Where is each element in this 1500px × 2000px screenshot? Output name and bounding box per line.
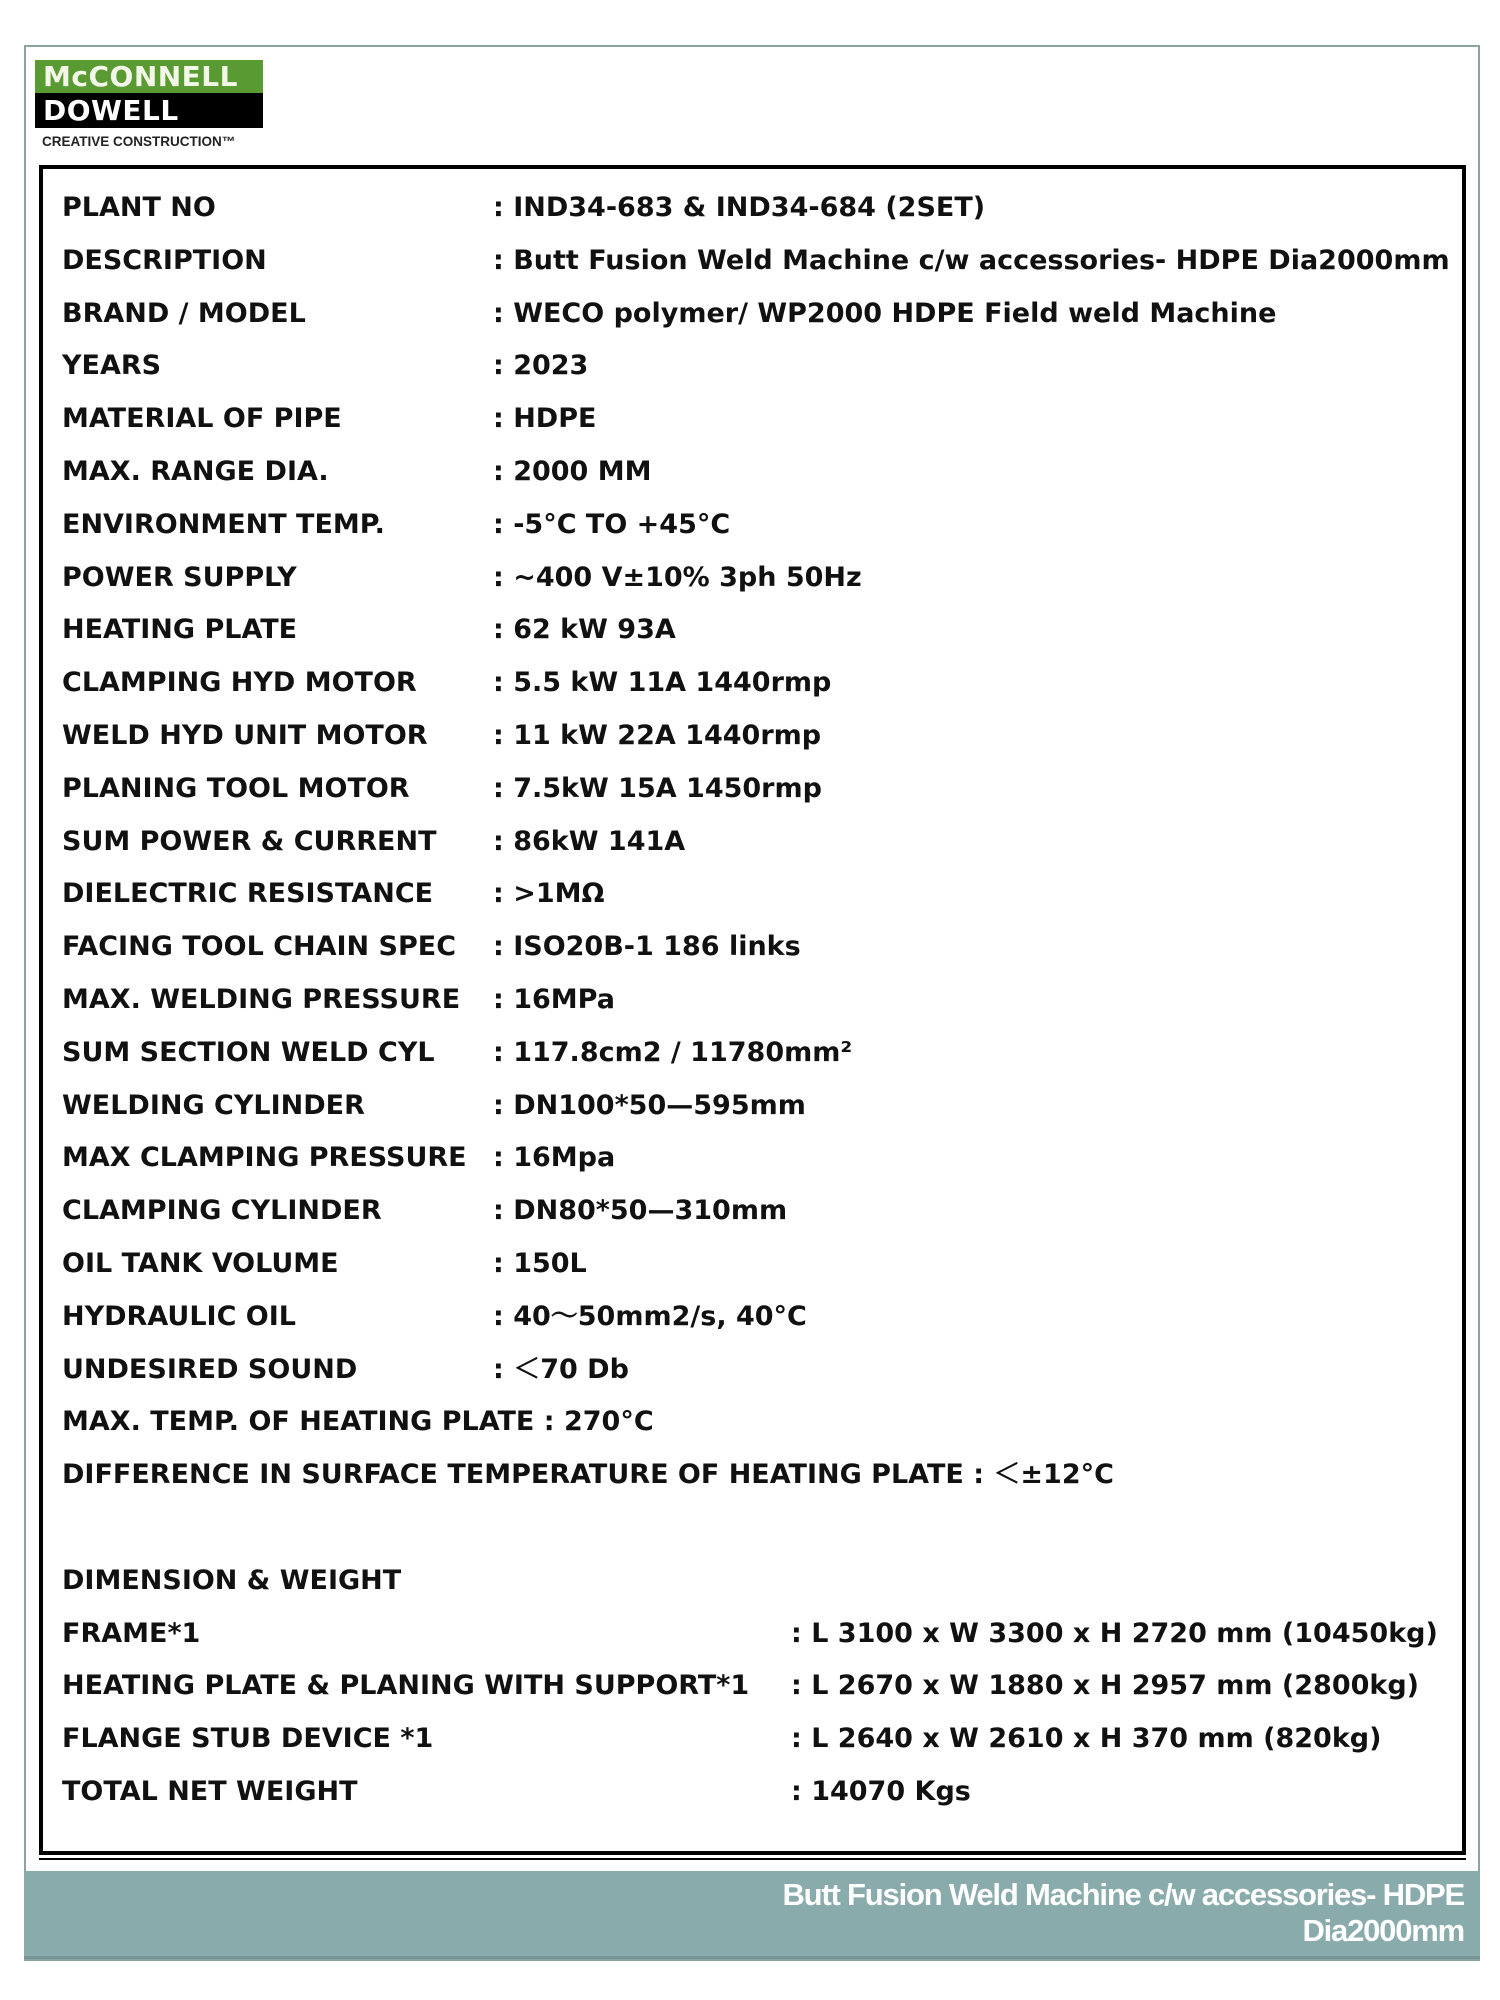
dimension-value: : L 3100 x W 3300 x H 2720 mm (10450kg) bbox=[791, 1617, 1438, 1649]
spec-value: : >1MΩ bbox=[493, 878, 605, 910]
spec-label: MAX CLAMPING PRESSURE bbox=[62, 1142, 467, 1174]
spec-value: : 11 kW 22A 1440rmp bbox=[493, 720, 822, 751]
logo-line-1: McCONNELL bbox=[35, 60, 263, 93]
spec-value: : 5.5 kW 11A 1440rmp bbox=[493, 667, 832, 699]
spec-value: : 62 kW 93A bbox=[493, 614, 676, 646]
footer-title-line-1: Butt Fusion Weld Machine c/w accessories- HDPE bbox=[782, 1877, 1464, 1912]
logo-line-2: DOWELL bbox=[35, 93, 263, 128]
spec-value: : IND34-683 & IND34-684 (2SET) bbox=[493, 192, 986, 223]
spec-label: PLANING TOOL MOTOR bbox=[62, 772, 410, 804]
spec-label: UNDESIRED SOUND bbox=[62, 1353, 358, 1385]
spec-value: : WECO polymer/ WP2000 HDPE Field weld Machine bbox=[493, 297, 1277, 329]
spec-label: OIL TANK VOLUME bbox=[62, 1248, 339, 1279]
spec-value: : DN100*50—595mm bbox=[493, 1089, 806, 1121]
dimension-value: : L 2640 x W 2610 x H 370 mm (820kg) bbox=[791, 1723, 1382, 1755]
spec-value: : ~400 V±10% 3ph 50Hz bbox=[493, 561, 862, 593]
spec-value: : 2000 MM bbox=[493, 456, 652, 487]
spec-label: POWER SUPPLY bbox=[62, 561, 297, 593]
section-heading: DIMENSION & WEIGHT bbox=[62, 1564, 402, 1596]
spec-label: CLAMPING CYLINDER bbox=[62, 1195, 382, 1227]
spec-label: BRAND / MODEL bbox=[62, 297, 306, 329]
dimension-label: TOTAL NET WEIGHT bbox=[62, 1776, 358, 1807]
dimension-value: : L 2670 x W 1880 x H 2957 mm (2800kg) bbox=[791, 1670, 1420, 1702]
dimension-label: HEATING PLATE & PLANING WITH SUPPORT*1 bbox=[62, 1670, 750, 1702]
spec-value: : 86kW 141A bbox=[493, 825, 686, 857]
spec-line: MAX. TEMP. OF HEATING PLATE : 270°C bbox=[62, 1406, 654, 1438]
spec-value: : DN80*50—310mm bbox=[493, 1195, 788, 1227]
spec-value: : 117.8cm2 / 11780mm² bbox=[493, 1036, 853, 1068]
spec-value: : HDPE bbox=[493, 403, 597, 435]
footer-banner bbox=[24, 1871, 1480, 1959]
spec-value: : 16MPa bbox=[493, 984, 615, 1015]
spec-label: SUM SECTION WELD CYL bbox=[62, 1036, 435, 1068]
spec-value: : Butt Fusion Weld Machine c/w accessories- HDPE Dia2000mm bbox=[493, 244, 1450, 276]
spec-label: ENVIRONMENT TEMP. bbox=[62, 508, 385, 540]
spec-label: HEATING PLATE bbox=[62, 614, 298, 646]
spec-value: : 2023 bbox=[493, 350, 589, 382]
spec-label: CLAMPING HYD MOTOR bbox=[62, 667, 417, 699]
footer-title-line-2: Dia2000mm bbox=[1302, 1913, 1464, 1948]
spec-label: DESCRIPTION bbox=[62, 244, 267, 276]
spec-value: : -5°C TO +45°C bbox=[493, 508, 731, 540]
dimension-label: FRAME*1 bbox=[62, 1617, 201, 1649]
spec-label: FACING TOOL CHAIN SPEC bbox=[62, 931, 457, 963]
spec-label: MAX. RANGE DIA. bbox=[62, 456, 329, 487]
spec-line: DIFFERENCE IN SURFACE TEMPERATURE OF HEATING PLATE : ＜±12°C bbox=[62, 1459, 1114, 1491]
spec-label: SUM POWER & CURRENT bbox=[62, 825, 437, 857]
dimension-label: FLANGE STUB DEVICE *1 bbox=[62, 1723, 434, 1755]
spec-value: : 150L bbox=[493, 1248, 587, 1279]
company-logo bbox=[35, 60, 263, 149]
spec-label: MATERIAL OF PIPE bbox=[62, 403, 342, 435]
spec-label: WELDING CYLINDER bbox=[62, 1089, 365, 1121]
footer-title bbox=[782, 1877, 1464, 1949]
dimension-value: : 14070 Kgs bbox=[791, 1776, 971, 1807]
spec-row-full bbox=[62, 1396, 654, 1449]
spec-value: : ISO20B-1 186 links bbox=[493, 931, 801, 963]
spec-label: PLANT NO bbox=[62, 192, 216, 223]
spec-sheet-box bbox=[39, 165, 1466, 1855]
spec-label: YEARS bbox=[62, 350, 162, 382]
spec-label: WELD HYD UNIT MOTOR bbox=[62, 720, 428, 751]
spec-value: : 16Mpa bbox=[493, 1142, 616, 1174]
spec-value: : 7.5kW 15A 1450rmp bbox=[493, 772, 822, 804]
spec-value: : 40～50mm2/s, 40°C bbox=[493, 1300, 807, 1332]
logo-tagline: CREATIVE CONSTRUCTION™ bbox=[42, 134, 236, 149]
spec-label: HYDRAULIC OIL bbox=[62, 1300, 297, 1332]
spec-value: : ＜70 Db bbox=[493, 1353, 629, 1385]
spec-label: DIELECTRIC RESISTANCE bbox=[62, 878, 434, 910]
spec-row-full bbox=[62, 1449, 1114, 1502]
spec-label: MAX. WELDING PRESSURE bbox=[62, 984, 461, 1015]
